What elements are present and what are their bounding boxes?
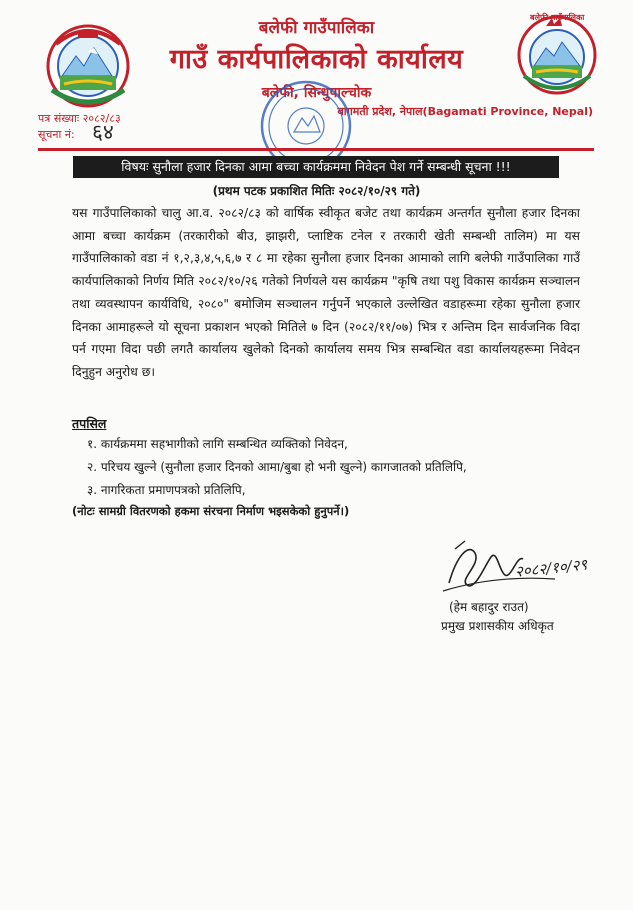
office-title: गाउँ कार्यपालिकाको कार्यालय — [169, 44, 464, 75]
footnote: (नोटः सामग्री वितरणको हकमा संरचना निर्माण भइसकेको हुनुपर्ने।) — [72, 504, 350, 518]
list-item: ३. नागरिकता प्रमाणपत्रको प्रतिलिपि, — [87, 483, 246, 497]
signature-date-handwritten: २०८२/१०/२९ — [514, 555, 589, 581]
municipality-name: बलेफी गाउँपालिका — [258, 18, 375, 38]
notice-number-handwritten: ६४ — [92, 120, 114, 144]
right-emblem-caption: बलेफी गाउँपालिका — [530, 13, 585, 22]
list-item: २. परिचय खुल्ने (सुनौला हजार दिनको आमा/बुबा हो भनी खुल्ने) कागजातको प्रतिलिपि, — [87, 460, 467, 474]
province-label: बागमती प्रदेश, नेपाल(Bagamati Province, Nepal) — [337, 105, 593, 118]
subject-bar: विषयः सुनौला हजार दिनका आमा बच्चा कार्यक्रममा निवेदन पेश गर्ने सम्बन्धी सूचना !!! — [73, 156, 559, 178]
tapasil-heading: तपसिल — [72, 416, 107, 431]
signatory-name: (हेम बहादुर राउत) — [449, 600, 529, 614]
reference-number: पत्र संख्याः २०८२/८३ — [38, 112, 121, 125]
notice-body: यस गाउँपालिकाको चालु आ.व. २०८२/८३ को वार्षिक स्वीकृत बजेट तथा कार्यक्रम अन्तर्गत सुनौला हजार दिनका आमा बच्चा कार्यक्रम (तरकारीको बीउ, झाझरी, प्लाष्टिक टनेल र तरकारी खेती सम्बन्धी तालिम) मा यस गाउँपालिकाको वडा नं १,२,३,४,५,६,७ र ८ मा रहेका सुनौला हजार दिनका आमाको लागि बलेफी गाउँपालिका गाउँ कार्यपालिकाको निर्णय मिति २०८२/१०/२६ गतेको निर्णयले यस कार्यक्रम "कृषि तथा पशु विकास कार्यक्रम सञ्चालन तथा व्यवस्थापन कार्यविधि, २०८०" बमोजिम सञ्चालन गर्नुपर्ने भएकाले उल्लेखित वडाहरूमा रहेका सुनौला हजार दिनका आमाहरूले यो सूचना प्रकाशन भएको मितिले ७ दिन (२०८२/११/०७) भित्र र अन्तिम दिन सार्वजनिक विदा पर्न गएमा विदा पछी लगतै कार्यालय खुलेको दिनको कार्यालय समय भित्र सम्बन्धित वडा कार्यालयहरूमा निवेदन दिनुहुन अनुरोध छ। — [72, 206, 580, 379]
notice-number-label: सूचना नं: — [38, 128, 75, 141]
requirements-list — [87, 433, 587, 502]
signatory-title: प्रमुख प्रशासकीय अधिकृत — [441, 619, 554, 633]
office-address: बलेफी, सिन्धुपाल्चोक — [261, 85, 372, 101]
list-item: १. कार्यक्रममा सहभागीको लागि सम्बन्धित व्यक्तिको निवेदन, — [87, 437, 348, 451]
letterhead-divider — [38, 148, 594, 151]
published-date-note: (प्रथम पटक प्रकाशित मितिः २०८२/१०/२९ गते) — [212, 184, 421, 198]
